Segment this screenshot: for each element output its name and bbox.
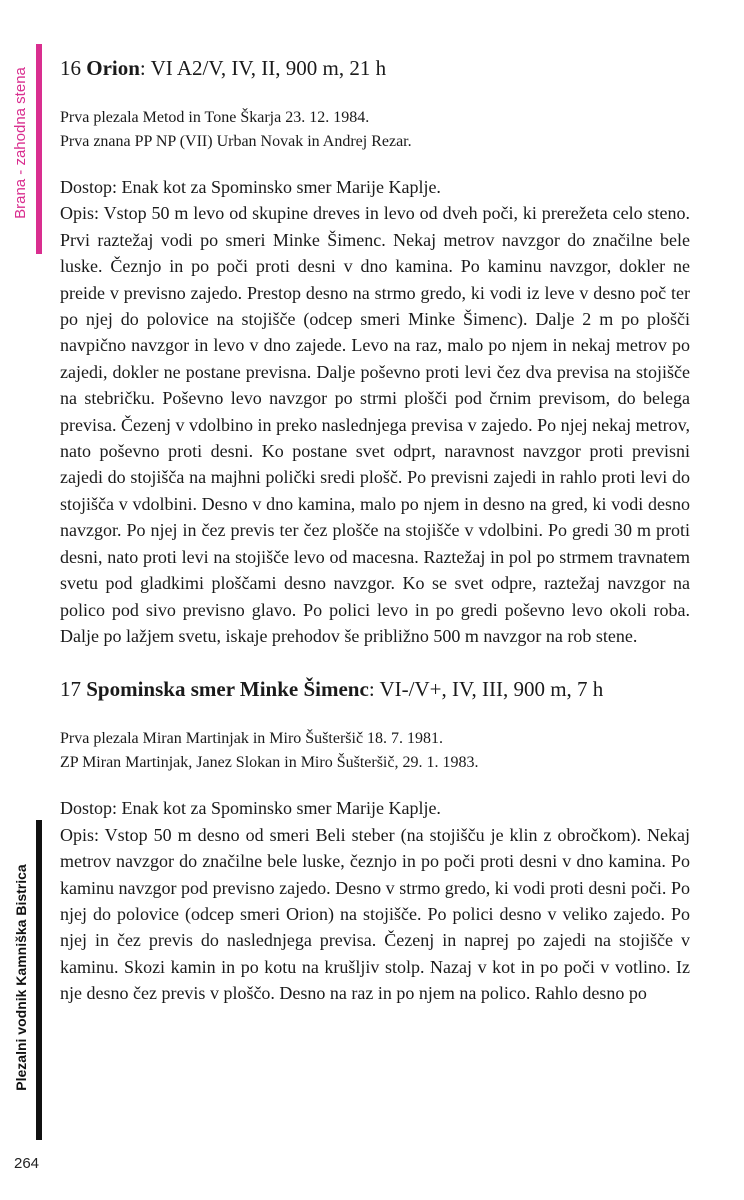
route-heading	[60, 673, 690, 705]
route-number: 17	[60, 677, 81, 702]
section-label: Brana - zahodna stena	[12, 67, 29, 219]
credit-line: Prva plezala Metod in Tone Škarja 23. 12. 1984.	[60, 109, 370, 126]
book-title-bar	[36, 820, 42, 1140]
text-column	[60, 52, 690, 1007]
route-credits	[60, 727, 690, 775]
route-access: Dostop: Enak kot za Spominsko smer Marije Kaplje.	[60, 177, 441, 197]
route-description: Opis: Vstop 50 m desno od smeri Beli steber (na stojišču je klin z obročkom). Nekaj metrov navzgor do značilne bele luske, čeznjo in po poči proti desni v dno kamina. Po kaminu navzgor pod previsno zajedo. Desno v strmo gredo, ki vodi proti desni poči. Po njej do polovice (odcep smeri Orion) na stojišče. Po polici desno v veliko zajedo. Po njej in čez previs do naslednjega previsa. Čezenj in naprej po zajedi na stojišče v kaminu. Skozi kamin in po kotu na krušljiv stolp. Nazaj v kot in po poči v votlino. Iz nje desno čez previs v ploščo. Desno na raz in po njem na polico. Rahlo desno po	[60, 824, 690, 1004]
route-description-block	[60, 174, 690, 649]
book-title-label: Plezalni vodnik Kamniška Bistrica	[13, 864, 29, 1091]
route-grade: : VI-/V+, IV, III, 900 m, 7 h	[368, 677, 604, 702]
route-grade: : VI A2/V, IV, II, 900 m, 21 h	[139, 56, 387, 80]
credit-line: Prva znana PP NP (VII) Urban Novak in Andrej Rezar.	[60, 133, 412, 150]
route-access: Dostop: Enak kot za Spominsko smer Marije Kaplje.	[60, 798, 441, 819]
route-name: Orion	[86, 56, 140, 80]
section-color-bar	[36, 44, 42, 254]
route-description-block	[60, 795, 690, 1006]
page-number: 264	[14, 1155, 40, 1172]
route-number: 16	[60, 56, 81, 80]
route-credits	[60, 106, 690, 154]
route-description: Opis: Vstop 50 m levo od skupine dreves in levo od dveh poči, ki prerežeta celo steno. Prvi raztežaj vodi po smeri Minke Šimenc. Nekaj metrov navzgor do značilne bele luske. Čeznjo in po poči proti desni v dno kamina. Po kaminu navzgor, dokler ne preide v previsno zajedo. Prestop desno na strmo gredo, ki vodi iz leve v desno poč ter po njej do polovice na stojišče (odcep smeri Minke Šimenc). Dalje 2 m po plošči navpično navzgor in levo v dno zajede. Levo na raz, malo po njem in nekaj metrov po zajedi, dokler ne postane previsna. Dalje poševno proti levi čez dva previsa na stojišče na stebričku. Poševno levo navzgor po strmi plošči pod črnim previsom, do belega previsa. Čezenj v vdolbino in preko naslednjega previsa v zajedo. Po njej nekaj metrov, nato poševno proti desni. Ko postane svet odprt, naravnost navzgor proti previsni zajedi do stojišča na majhni polički sredi plošč. Po previsni zajedi in rahlo proti levi do stojišča v vdolbini. Desno v dno kamina, malo po njem in desno na gred, ki vodi desno navzgor. Po njej in čez previs ter čez plošče na stojišče v vdolbini. Po gredi 30 m proti desni, nato proti levi na stojišče levo od macesna. Raztežaj in pol po strmem travnatem svetu pod gladkimi ploščami desno navzgor. Ko se svet odpre, raztežaj navzgor na polico pod sivo previsno glavo. Po polici levo in po gredi poševno levo okoli roba. Dalje po lažjem svetu, iskaje prehodov še približno 500 m navzgor na rob stene.	[60, 203, 690, 646]
credit-line: Prva plezala Miran Martinjak in Miro Šušteršič 18. 7. 1981.	[60, 730, 444, 748]
route-heading	[60, 52, 690, 84]
credit-line: ZP Miran Martinjak, Janez Slokan in Miro Šušteršič, 29. 1. 1983.	[60, 754, 479, 772]
route-name: Spominska smer Minke Šimenc	[86, 677, 369, 702]
